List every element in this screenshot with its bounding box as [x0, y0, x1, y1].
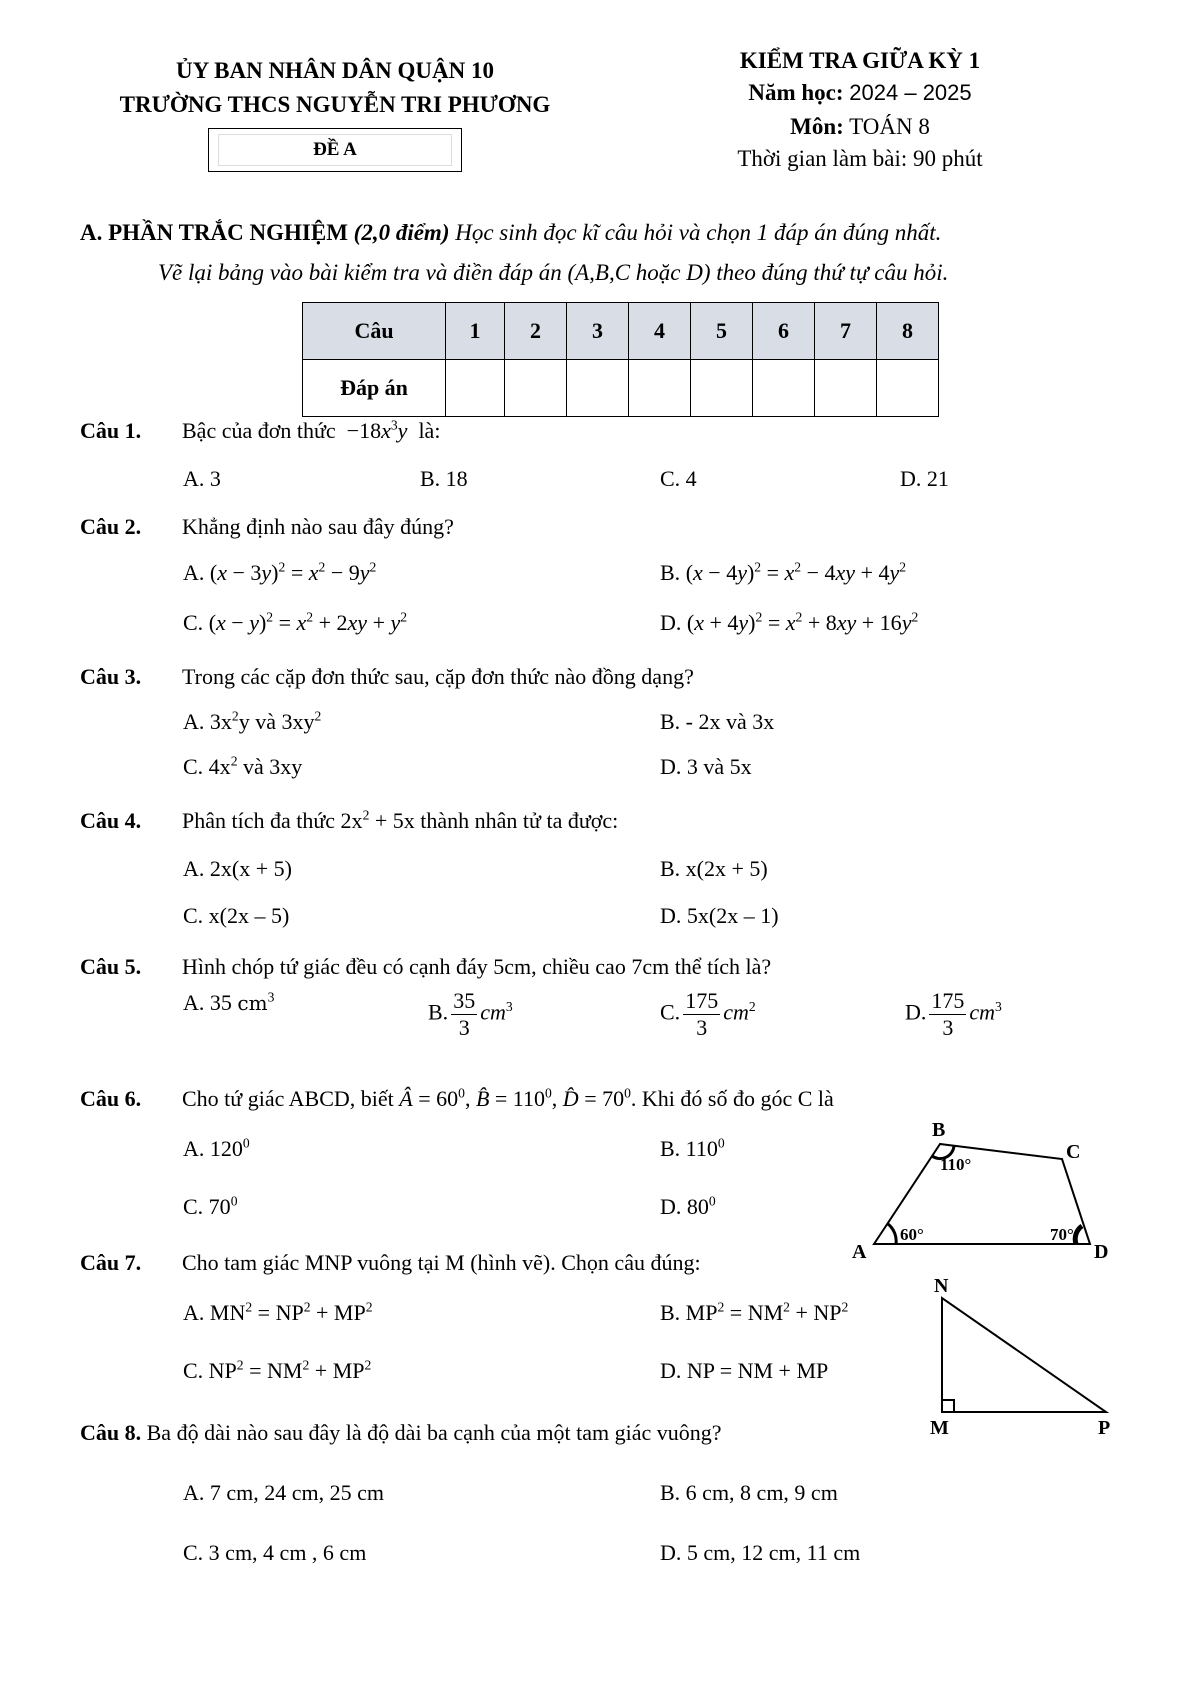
answer-cell[interactable]: [815, 360, 877, 417]
q7-label: Câu 7.: [80, 1250, 142, 1275]
q3-option-a[interactable]: A. $3x^2y$ và $3xy^2$: [183, 708, 322, 734]
q5-option-a[interactable]: A. 35 $cm^3$: [183, 989, 275, 1015]
year-value: 2024 – 2025: [849, 80, 972, 105]
q5-b-fraction: [451, 988, 477, 1041]
q5-option-d[interactable]: D. $\frac{175}{3}$ $cm^3$: [905, 988, 1002, 1040]
q3-option-c[interactable]: C. $4x^2$ và 3xy: [183, 753, 303, 779]
q6-a-value: A. 120: [183, 1136, 243, 1161]
q1-option-a[interactable]: A. 3: [183, 466, 221, 491]
exam-title: KIỂM TRA GIỮA KỲ 1: [739, 48, 981, 73]
q4-text-pre: Phân tích đa thức 2x: [182, 808, 363, 833]
q1-text-a: Bậc của đơn thức: [182, 418, 336, 443]
q8-option-a[interactable]: A. 7 cm, 24 cm, 25 cm: [183, 1480, 385, 1505]
q3-label: Câu 3.: [80, 664, 142, 689]
q8-option-d[interactable]: D. 5 cm, 12 cm, 11 cm: [660, 1540, 861, 1565]
q6-c-value: C. 70: [183, 1194, 231, 1219]
table-number: 7: [815, 303, 877, 360]
subject-label: Môn:: [790, 114, 844, 139]
answer-cell[interactable]: [753, 360, 815, 417]
answer-cell[interactable]: [567, 360, 629, 417]
q2-label: Câu 2.: [80, 514, 142, 539]
q6-option-a[interactable]: A. $120^0$: [183, 1135, 250, 1161]
q6-text: [182, 1086, 834, 1112]
angle-b-label: 110°: [940, 1155, 972, 1174]
table-number: 1: [446, 303, 505, 360]
q4-text-post: + 5x thành nhân tử ta được:: [369, 808, 619, 833]
q4-option-d[interactable]: D. 5x(2x – 1): [660, 903, 779, 928]
vertex-d-label: D: [1094, 1241, 1109, 1263]
answer-cell[interactable]: [446, 360, 505, 417]
q2-text: Khẳng định nào sau đây đúng?: [182, 514, 454, 539]
q5-c-fraction: [683, 988, 720, 1041]
q8-question: [80, 1420, 722, 1446]
q3-option-d[interactable]: D. 3 và 5x: [660, 754, 752, 779]
vertex-b-label: B: [932, 1119, 946, 1141]
school-year: [700, 80, 1020, 106]
vertex-n-label: N: [934, 1275, 949, 1297]
q8-option-b[interactable]: B. 6 cm, 8 cm, 9 cm: [660, 1480, 838, 1505]
q3-text: Trong các cặp đơn thức sau, cặp đơn thức nào đồng dạng?: [182, 664, 694, 689]
q5-text: Hình chóp tứ giác đều có cạnh đáy 5cm, chiều cao 7cm thể tích là?: [182, 954, 772, 979]
school-name: TRƯỜNG THCS NGUYỄN TRI PHƯƠNG: [119, 92, 551, 117]
q7-option-b[interactable]: B. $MP^2 = NM^2 + NP^2$: [660, 1299, 849, 1325]
answer-cell[interactable]: [877, 360, 939, 417]
q6-d-value: D. 80: [660, 1194, 709, 1219]
q5-option-b[interactable]: B. $\frac{35}{3}$ $cm^3$: [428, 988, 513, 1040]
q6-option-c[interactable]: C. $70^0$: [183, 1193, 238, 1219]
q7-option-d[interactable]: D. NP = NM + MP: [660, 1358, 829, 1383]
angle-d-arc: [1075, 1226, 1082, 1244]
q5-c-denominator: 3: [696, 1015, 708, 1040]
q8-text: Ba độ dài nào sau đây là độ dài ba cạnh của một tam giác vuông?: [146, 1420, 722, 1445]
angle-a-label: 60°: [900, 1225, 924, 1244]
table-label-dap-an: Đáp án: [303, 360, 446, 417]
answer-table-answer-row: [303, 360, 939, 417]
q2-option-c[interactable]: C. $(x - y)^2 = x^2 + 2xy + y^2$: [183, 609, 408, 635]
q8-option-c[interactable]: C. 3 cm, 4 cm , 6 cm: [183, 1540, 367, 1565]
q1-option-c[interactable]: C. 4: [660, 466, 697, 491]
q7-text: Cho tam giác MNP vuông tại M (hình vẽ). Chọn câu đúng:: [182, 1250, 701, 1275]
vertex-a-label: A: [852, 1241, 867, 1263]
vertex-p-label: P: [1098, 1417, 1111, 1439]
q5-a-value: A. 35: [183, 990, 232, 1015]
q3-a-mid: y và 3xy: [238, 709, 315, 734]
q4-option-c[interactable]: C. x(2x – 5): [183, 903, 290, 928]
q4-label: Câu 4.: [80, 808, 142, 833]
q1-option-b[interactable]: B. 18: [420, 466, 468, 491]
exam-code: ĐỀ A: [313, 139, 357, 160]
answer-cell[interactable]: [629, 360, 691, 417]
section-a-points: (2,0 điểm): [353, 220, 450, 245]
q1-option-d[interactable]: D. 21: [900, 466, 949, 491]
q2-letter-b: B.: [660, 560, 681, 585]
year-label: Năm học:: [748, 80, 844, 105]
exam-code-box: [208, 128, 462, 172]
q6-angles: Â = $60^0$, B̂ = $110^0$, D̂ = $70^0$: [399, 1085, 631, 1111]
q6-b-value: B. 110: [660, 1136, 718, 1161]
triangle-mnp-figure: [920, 1268, 1120, 1448]
q6-option-b[interactable]: B. $110^0$: [660, 1135, 725, 1161]
q6-text-pre: Cho tứ giác ABCD, biết: [182, 1086, 394, 1111]
table-number: 4: [629, 303, 691, 360]
q2-letter-d: D.: [660, 610, 682, 635]
q3-option-b[interactable]: B. - 2x và 3x: [660, 709, 775, 734]
section-a-heading: [80, 220, 941, 246]
q7-option-a[interactable]: A. $MN^2 = NP^2 + MP^2$: [183, 1299, 373, 1325]
section-a-instruction-2: Vẽ lại bảng vào bài kiểm tra và điền đáp án (A,B,C hoặc D) theo đúng thứ tự câu hỏi.: [158, 260, 949, 285]
q5-d-denominator: 3: [942, 1015, 954, 1040]
q6-option-d[interactable]: D. $80^0$: [660, 1193, 716, 1219]
q5-c-numerator: 175: [685, 988, 719, 1013]
q5-d-fraction: [929, 988, 966, 1041]
q5-d-numerator: 175: [931, 988, 965, 1013]
q5-option-c[interactable]: C. $\frac{175}{3}$ $cm^2$: [660, 988, 756, 1040]
answer-table: [302, 302, 939, 417]
q5-label: Câu 5.: [80, 954, 142, 979]
subject-value: TOÁN 8: [849, 114, 930, 139]
q1-text-b: là:: [418, 418, 441, 443]
angle-d-label: 70°: [1050, 1225, 1074, 1244]
q2-letter-a: A.: [183, 560, 205, 585]
q1-monomial: $-18x^3y$: [341, 417, 408, 443]
vertex-c-label: C: [1066, 1141, 1081, 1163]
q5-b-denominator: 3: [458, 1015, 470, 1040]
answer-cell[interactable]: [505, 360, 567, 417]
q6-text-post: . Khi đó số đo góc C là: [630, 1086, 834, 1111]
section-a-instruction-1: Học sinh đọc kĩ câu hỏi và chọn 1 đáp án đúng nhất.: [455, 220, 942, 245]
q3-c-pre: C. 4x: [183, 754, 231, 779]
q1-label: Câu 1.: [80, 418, 142, 443]
q7-option-c[interactable]: C. $NP^2 = NM^2 + MP^2$: [183, 1357, 372, 1383]
table-number: 5: [691, 303, 753, 360]
table-label-cau: Câu: [303, 303, 446, 360]
triangle-outline: [942, 1298, 1106, 1412]
q5-b-numerator: 35: [453, 988, 476, 1013]
right-angle-mark: [942, 1400, 954, 1412]
angle-a-arc: [888, 1224, 896, 1244]
q4-text: Phân tích đa thức $2x^2 + 5x$ thành nhân tử ta được:: [182, 807, 619, 833]
exam-time: Thời gian làm bài: 90 phút: [737, 146, 983, 171]
q4-option-a[interactable]: A. 2x(x + 5): [183, 856, 292, 881]
q2-option-b[interactable]: B. $(x - 4y)^2 = x^2 - 4xy + 4y^2$: [660, 559, 907, 585]
district-name: ỦY BAN NHÂN DÂN QUẬN 10: [176, 58, 494, 83]
quadrilateral-abcd-figure: [850, 1114, 1120, 1274]
table-number: 3: [567, 303, 629, 360]
q3-c-post: và 3xy: [237, 754, 303, 779]
q3-a-pre: A. 3x: [183, 709, 232, 734]
q4-option-b[interactable]: B. x(2x + 5): [660, 856, 768, 881]
subject: [700, 114, 1020, 140]
q6-label: Câu 6.: [80, 1086, 142, 1111]
table-number: 2: [505, 303, 567, 360]
table-number: 6: [753, 303, 815, 360]
section-a-title: A. PHẦN TRẮC NGHIỆM: [80, 220, 348, 245]
table-number: 8: [877, 303, 939, 360]
q2-letter-c: C.: [183, 610, 204, 635]
vertex-m-label: M: [930, 1417, 949, 1439]
answer-table-header-row: [303, 303, 939, 360]
q1-text: [182, 418, 440, 444]
q2-option-a[interactable]: A. $(x - 3y)^2 = x^2 - 9y^2$: [183, 559, 377, 585]
q8-label: Câu 8.: [80, 1420, 142, 1445]
answer-cell[interactable]: [691, 360, 753, 417]
q2-option-d[interactable]: D. $(x + 4y)^2 = x^2 + 8xy + 16y^2$: [660, 609, 919, 635]
